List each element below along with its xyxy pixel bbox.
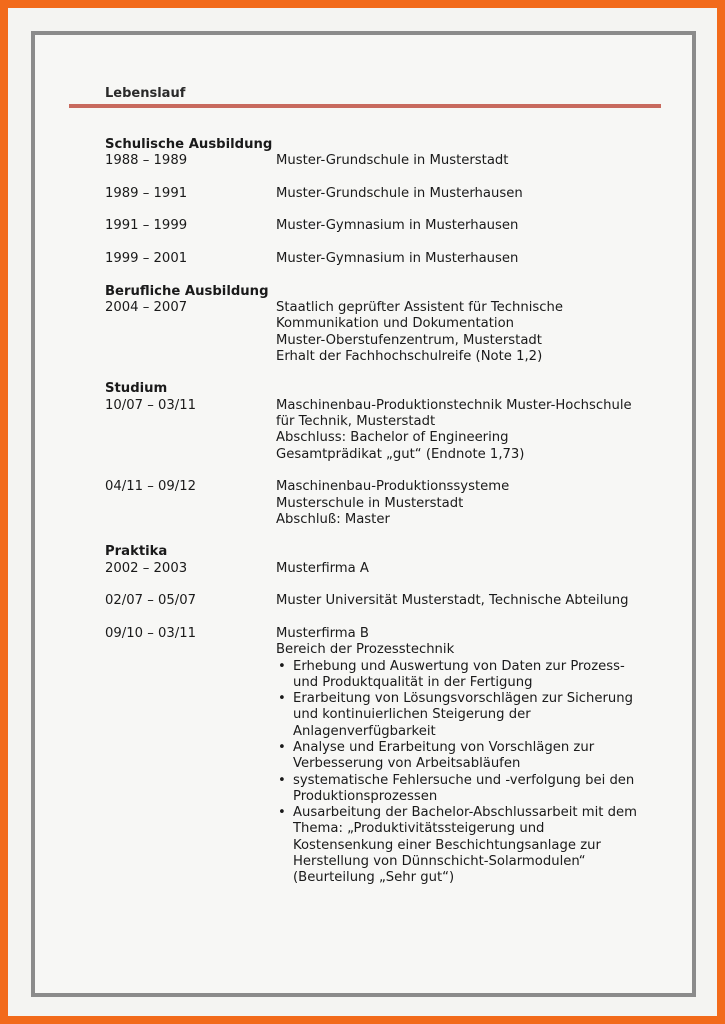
entry-line: für Technik, Musterstadt <box>276 414 436 430</box>
task-line: • Analyse und Erarbeitung von Vorschlägen zur <box>293 739 595 755</box>
cv-entry <box>105 251 665 267</box>
task-line: Kostensenkung einer Beschichtungsanlage zur <box>293 837 601 853</box>
entry-line: Musterschule in Musterstadt <box>276 495 464 511</box>
entry-line: Muster-Grundschule in Musterstadt <box>276 153 509 169</box>
section-heading: Studium <box>105 381 168 397</box>
cv-entry <box>105 561 665 577</box>
cv-entry <box>105 626 665 887</box>
section-heading: Berufliche Ausbildung <box>105 283 269 299</box>
task-line: • systematische Fehlersuche und -verfolgung bei den <box>293 772 635 788</box>
task-list <box>276 659 665 887</box>
entry-line: Muster Universität Musterstadt, Technische Abteilung <box>276 593 629 609</box>
task-line: • Erarbeitung von Lösungsvorschlägen zur Sicherung <box>293 691 634 707</box>
entry-line: Musterfirma B <box>276 625 369 641</box>
entry-line: Erhalt der Fachhochschulreife (Note 1,2) <box>276 348 543 364</box>
entry-line: Muster-Oberstufenzentrum, Musterstadt <box>276 332 542 348</box>
task-list-item <box>276 659 665 692</box>
task-line: (Beurteilung „Sehr gut“) <box>293 870 455 886</box>
cv-entry <box>105 398 665 463</box>
entry-line: Staatlich geprüfter Assistent für Technische <box>276 299 564 315</box>
entry-line: Muster-Gymnasium in Musterhausen <box>276 218 519 234</box>
entry-date: 2002 – 2003 <box>105 560 188 576</box>
section-heading: Praktika <box>105 544 168 560</box>
cv-entry <box>105 218 665 234</box>
task-line: • Erhebung und Auswertung von Daten zur Prozess- <box>293 658 625 674</box>
cv-entry <box>105 186 665 202</box>
entry-line: Bereich der Prozesstechnik <box>276 642 455 658</box>
entry-date: 09/10 – 03/11 <box>105 625 196 641</box>
cv-entry <box>105 593 665 609</box>
cv-entry <box>105 479 665 528</box>
entry-date: 1991 – 1999 <box>105 218 188 234</box>
entry-date: 1988 – 1989 <box>105 153 188 169</box>
entry-line: Maschinenbau-Produktionstechnik Muster-Hochschule <box>276 397 632 413</box>
entry-date: 1999 – 2001 <box>105 251 188 267</box>
task-line: und Produktqualität in der Fertigung <box>293 674 533 690</box>
document-title: Lebenslauf <box>105 86 186 101</box>
entry-line: Muster-Gymnasium in Musterhausen <box>276 251 519 267</box>
task-line: und kontinuierlichen Steigerung der <box>293 707 531 723</box>
entry-date: 10/07 – 03/11 <box>105 397 196 413</box>
task-list-item <box>276 740 665 773</box>
cv-entry <box>105 153 665 169</box>
task-list-item <box>276 773 665 806</box>
entry-line: Abschluß: Master <box>276 511 390 527</box>
title-rule <box>69 104 661 108</box>
entry-date: 02/07 – 05/07 <box>105 593 196 609</box>
entry-date: 1989 – 1991 <box>105 185 188 201</box>
task-line: Herstellung von Dünnschicht-Solarmodulen“ <box>293 854 586 870</box>
cv-content <box>105 137 665 887</box>
task-list-item <box>276 805 665 886</box>
entry-line: Gesamtprädikat „gut“ (Endnote 1,73) <box>276 446 525 462</box>
task-list-item <box>276 691 665 740</box>
task-line: Thema: „Produktivitätssteigerung und <box>293 821 545 837</box>
task-line: Anlagenverfügbarkeit <box>293 723 436 739</box>
task-line: Produktionsprozessen <box>293 788 438 804</box>
entry-line: Maschinenbau-Produktionssysteme <box>276 479 510 495</box>
entry-line: Musterfirma A <box>276 560 369 576</box>
task-line: • Ausarbeitung der Bachelor-Abschlussarbeit mit dem <box>293 805 637 821</box>
entry-date: 2004 – 2007 <box>105 299 188 315</box>
entry-line: Abschluss: Bachelor of Engineering <box>276 430 509 446</box>
cv-entry <box>105 300 665 365</box>
entry-line: Kommunikation und Dokumentation <box>276 316 514 332</box>
task-line: Verbesserung von Arbeitsabläufen <box>293 756 521 772</box>
entry-line: Muster-Grundschule in Musterhausen <box>276 185 523 201</box>
section-heading: Schulische Ausbildung <box>105 137 273 152</box>
entry-date: 04/11 – 09/12 <box>105 479 196 495</box>
